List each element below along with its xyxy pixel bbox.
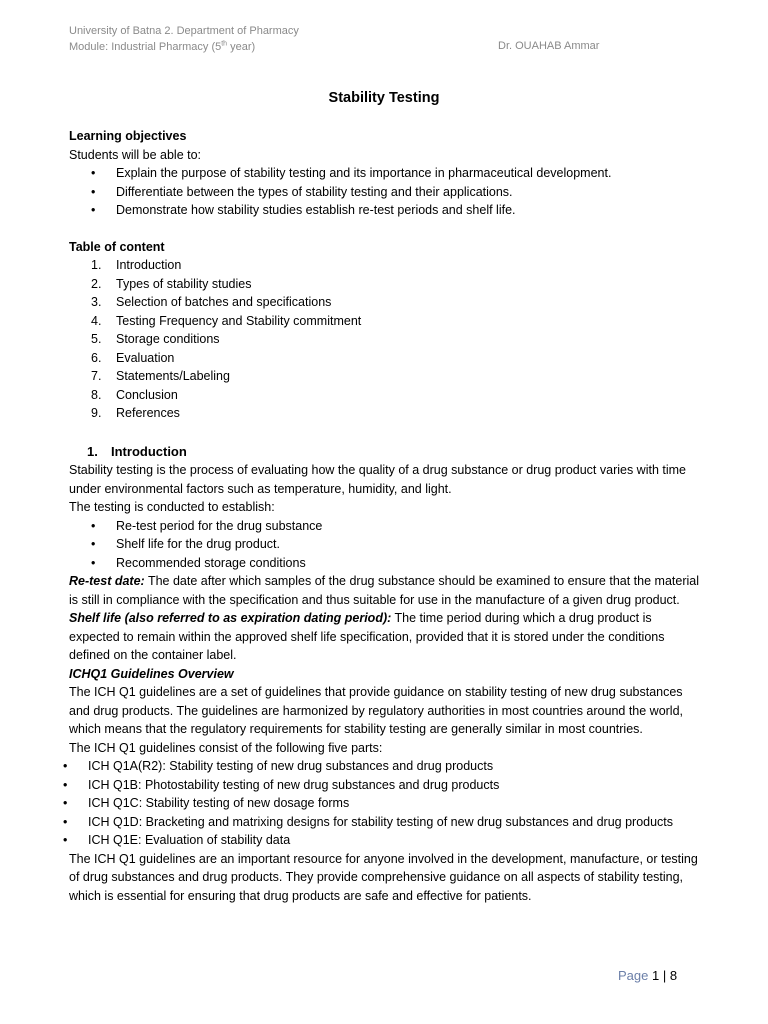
page-separator: | [662, 968, 667, 983]
page-label: Page [618, 968, 649, 983]
ich-paragraph: The ICH Q1 guidelines are a set of guidelines that provide guidance on stability testing of new drug substances and drug products. The guidelines are harmonized by regulatory authorities in most countries around the world, which means that the regulatory requirements for stability testing are generally similar in most countries. [69, 685, 684, 736]
shelf-life-definition: Shelf life (also referred to as expiration dating period): The time period during which a drug product is expected to remain within the approved shelf life specification, provided that it is stored under the conditions defined on the container label. [69, 611, 665, 662]
objectives-intro: Students will be able to: [69, 147, 202, 162]
header-module: Module: Industrial Pharmacy (5th year) [69, 40, 256, 53]
objectives-heading: Learning objectives [69, 129, 187, 143]
toc-heading: Table of content [69, 239, 165, 254]
toc-item: 2. Types of stability studies [91, 276, 252, 291]
retest-definition: Re-test date: The date after which samples of the drug substance should be examined to ensure that the material is still in compliance with the specification and thus suitable for use in the manufacture of a given drug product. [69, 574, 699, 607]
header-author: Dr. OUAHAB Ammar [498, 40, 600, 52]
page-total: 8 [669, 968, 678, 983]
ich-heading: ICHQ1 Guidelines Overview [69, 666, 234, 681]
list-item: • Recommended storage conditions [69, 554, 699, 573]
list-item: • ICH Q1D: Bracketing and matrixing designs for stability testing of new drug substances and drug products [69, 813, 699, 832]
toc-item: 8. Conclusion [91, 387, 178, 402]
list-item: • Re-test period for the drug substance [69, 517, 699, 536]
toc-item: 7. Statements/Labeling [91, 369, 230, 383]
page-number: 1 [652, 968, 660, 983]
establish-list [69, 517, 699, 573]
page-title: Stability Testing [328, 90, 440, 106]
list-item: • ICH Q1B: Photostability testing of new drug substances and drug products [69, 776, 699, 795]
toc-item: 5. Storage conditions [91, 332, 220, 346]
header-institution: University of Batna 2. Department of Pharmacy [69, 25, 299, 37]
intro-paragraph: Stability testing is the process of evaluating how the quality of a drug substance or drug product varies with time under environmental factors such as temperature, humidity, and light. [69, 463, 686, 496]
ich-paragraph: The ICH Q1 guidelines consist of the following five parts: [69, 740, 383, 755]
list-item: • ICH Q1C: Stability testing of new dosage forms [69, 794, 699, 813]
section-heading-introduction: 1. Introduction [87, 443, 187, 459]
list-item: • Explain the purpose of stability testing and its importance in pharmaceutical development. [69, 164, 699, 183]
toc-item: 9. References [91, 406, 180, 420]
list-item: • Differentiate between the types of stability testing and their applications. [69, 183, 699, 202]
toc-item: 6. Evaluation [91, 350, 175, 365]
list-item: • Shelf life for the drug product. [69, 535, 699, 554]
page-footer [618, 968, 677, 983]
toc-item: 4. Testing Frequency and Stability commitment [91, 313, 362, 328]
list-item: • ICH Q1A(R2): Stability testing of new drug substances and drug products [69, 757, 699, 776]
document-body [69, 127, 699, 905]
list-item: • ICH Q1E: Evaluation of stability data [69, 831, 699, 850]
list-item: • Demonstrate how stability studies establish re-test periods and shelf life. [69, 201, 699, 220]
objectives-list [69, 164, 699, 220]
ich-parts-list [69, 757, 699, 850]
toc-item: 1. Introduction [91, 258, 182, 272]
toc-list [69, 256, 699, 423]
toc-item: 3. Selection of batches and specifications [91, 295, 332, 309]
ich-paragraph: The ICH Q1 guidelines are an important resource for anyone involved in the development, manufacture, or testing of drug substances and drug products. They provide comprehensive guidance on all aspects of stability testing, which is essential for ensuring that drug products are safe and effective for patients. [69, 851, 698, 903]
intro-paragraph: The testing is conducted to establish: [69, 500, 275, 514]
